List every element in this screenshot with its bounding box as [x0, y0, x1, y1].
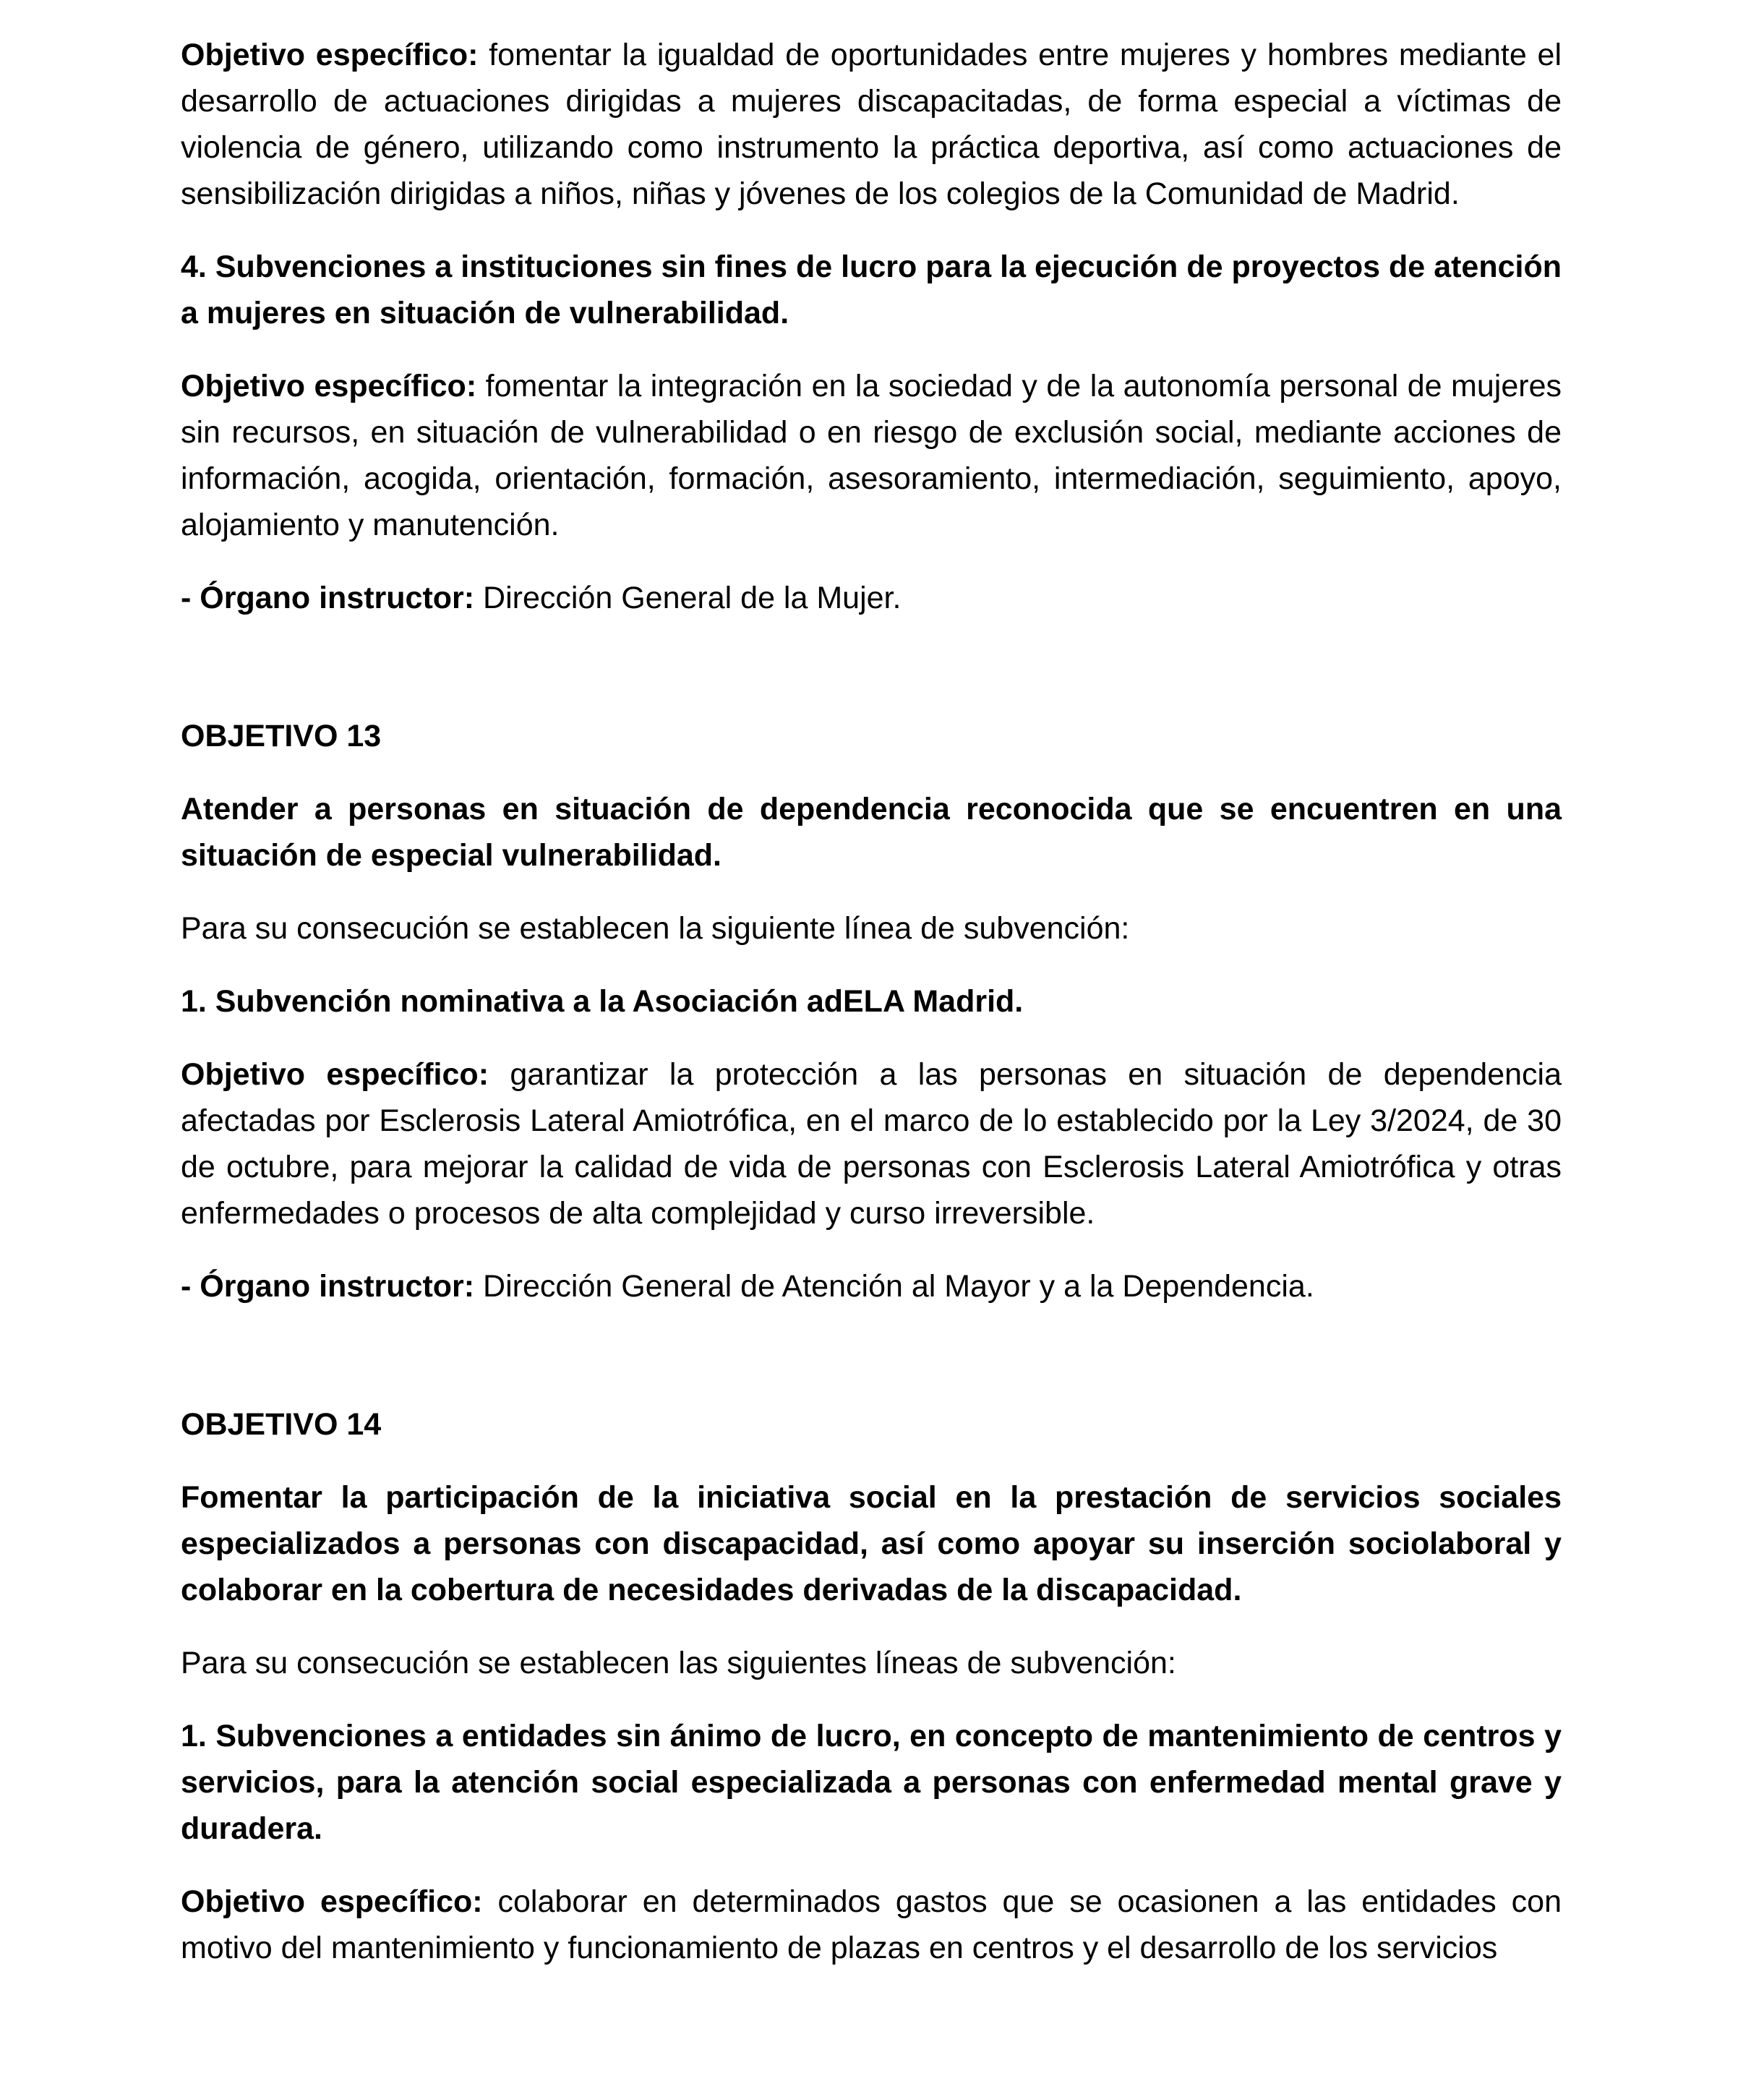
objetivo-especifico-text: fomentar la igualdad de oportunidades entre mujeres y hombres mediante el desarrollo de actuaciones dirigidas a mujeres discapacitadas, de forma especial a víctimas de violencia de género, utilizando como instrumento la práctica deportiva, así como actuaciones de sensibilización dirigidas a niños, niñas y jóvenes de los colegios de la Comunidad de Madrid. — [181, 38, 1562, 211]
objetivo-13-heading: OBJETIVO 13 — [181, 719, 382, 753]
objetivo-especifico-text: colaborar en determinados gastos que se ocasionen a las entidades con motivo del mantenimiento y funcionamiento de plazas en centros y el desarrollo de los servicios — [181, 1884, 1562, 1965]
subvencion-line-4: 4. Subvenciones a instituciones sin fines de lucro para la ejecución de proyectos de atención a mujeres en situación de vulnerabilidad. — [181, 249, 1562, 330]
objetivo-especifico-paragraph — [181, 1879, 1562, 1971]
objetivo-especifico-text: fomentar la integración en la sociedad y de la autonomía personal de mujeres sin recursos, en situación de vulnerabilidad o en riesgo de exclusión social, mediante acciones de información, acogida, orientación, formación, asesoramiento, intermediación, seguimiento, apoyo, alojamiento y manutención. — [181, 369, 1562, 542]
objetivo-13-intro: Para su consecución se establecen la siguiente línea de subvención: — [181, 911, 1130, 946]
organo-instructor-paragraph — [181, 1263, 1562, 1309]
objetivo-14-line-1: 1. Subvenciones a entidades sin ánimo de lucro, en concepto de mantenimiento de centros y servicios, para la atención social especializada a personas con enfermedad mental grave y duradera. — [181, 1719, 1562, 1846]
document-page — [181, 32, 1562, 1998]
objetivo-especifico-label: Objetivo específico: — [181, 369, 477, 403]
section-gap — [181, 648, 1562, 713]
objetivo-14-heading: OBJETIVO 14 — [181, 1407, 382, 1442]
organo-instructor-text: Dirección General de la Mujer. — [474, 581, 902, 615]
organo-instructor-label: - Órgano instructor: — [181, 1269, 475, 1304]
organo-instructor-paragraph — [181, 575, 1562, 621]
objetivo-especifico-label: Objetivo específico: — [181, 38, 479, 72]
objetivo-14-intro: Para su consecución se establecen las siguientes líneas de subvención: — [181, 1646, 1176, 1680]
section-gap — [181, 1336, 1562, 1401]
objetivo-especifico-text: garantizar la protección a las personas en situación de dependencia afectadas por Esclerosis Lateral Amiotrófica, en el marco de lo establecido por la Ley 3/2024, de 30 de octubre, para mejorar la calidad de vida de personas con Esclerosis Lateral Amiotrófica y otras enfermedades o procesos de alta complejidad y curso irreversible. — [181, 1057, 1562, 1231]
objetivo-especifico-label: Objetivo específico: — [181, 1057, 489, 1092]
objetivo-especifico-paragraph — [181, 1051, 1562, 1236]
objetivo-especifico-paragraph — [181, 32, 1562, 217]
objetivo-especifico-label: Objetivo específico: — [181, 1884, 483, 1919]
objetivo-13-line-1: 1. Subvención nominativa a la Asociación adELA Madrid. — [181, 984, 1024, 1019]
objetivo-especifico-paragraph — [181, 363, 1562, 548]
objetivo-13-title: Atender a personas en situación de dependencia reconocida que se encuentren en una situación de especial vulnerabilidad. — [181, 792, 1562, 873]
organo-instructor-label: - Órgano instructor: — [181, 581, 475, 615]
organo-instructor-text: Dirección General de Atención al Mayor y a la Dependencia. — [474, 1269, 1314, 1304]
objetivo-14-title: Fomentar la participación de la iniciativa social en la prestación de servicios sociales especializados a personas con discapacidad, así como apoyar su inserción sociolaboral y colaborar en la cobertura de necesidades derivadas de la discapacidad. — [181, 1480, 1562, 1607]
